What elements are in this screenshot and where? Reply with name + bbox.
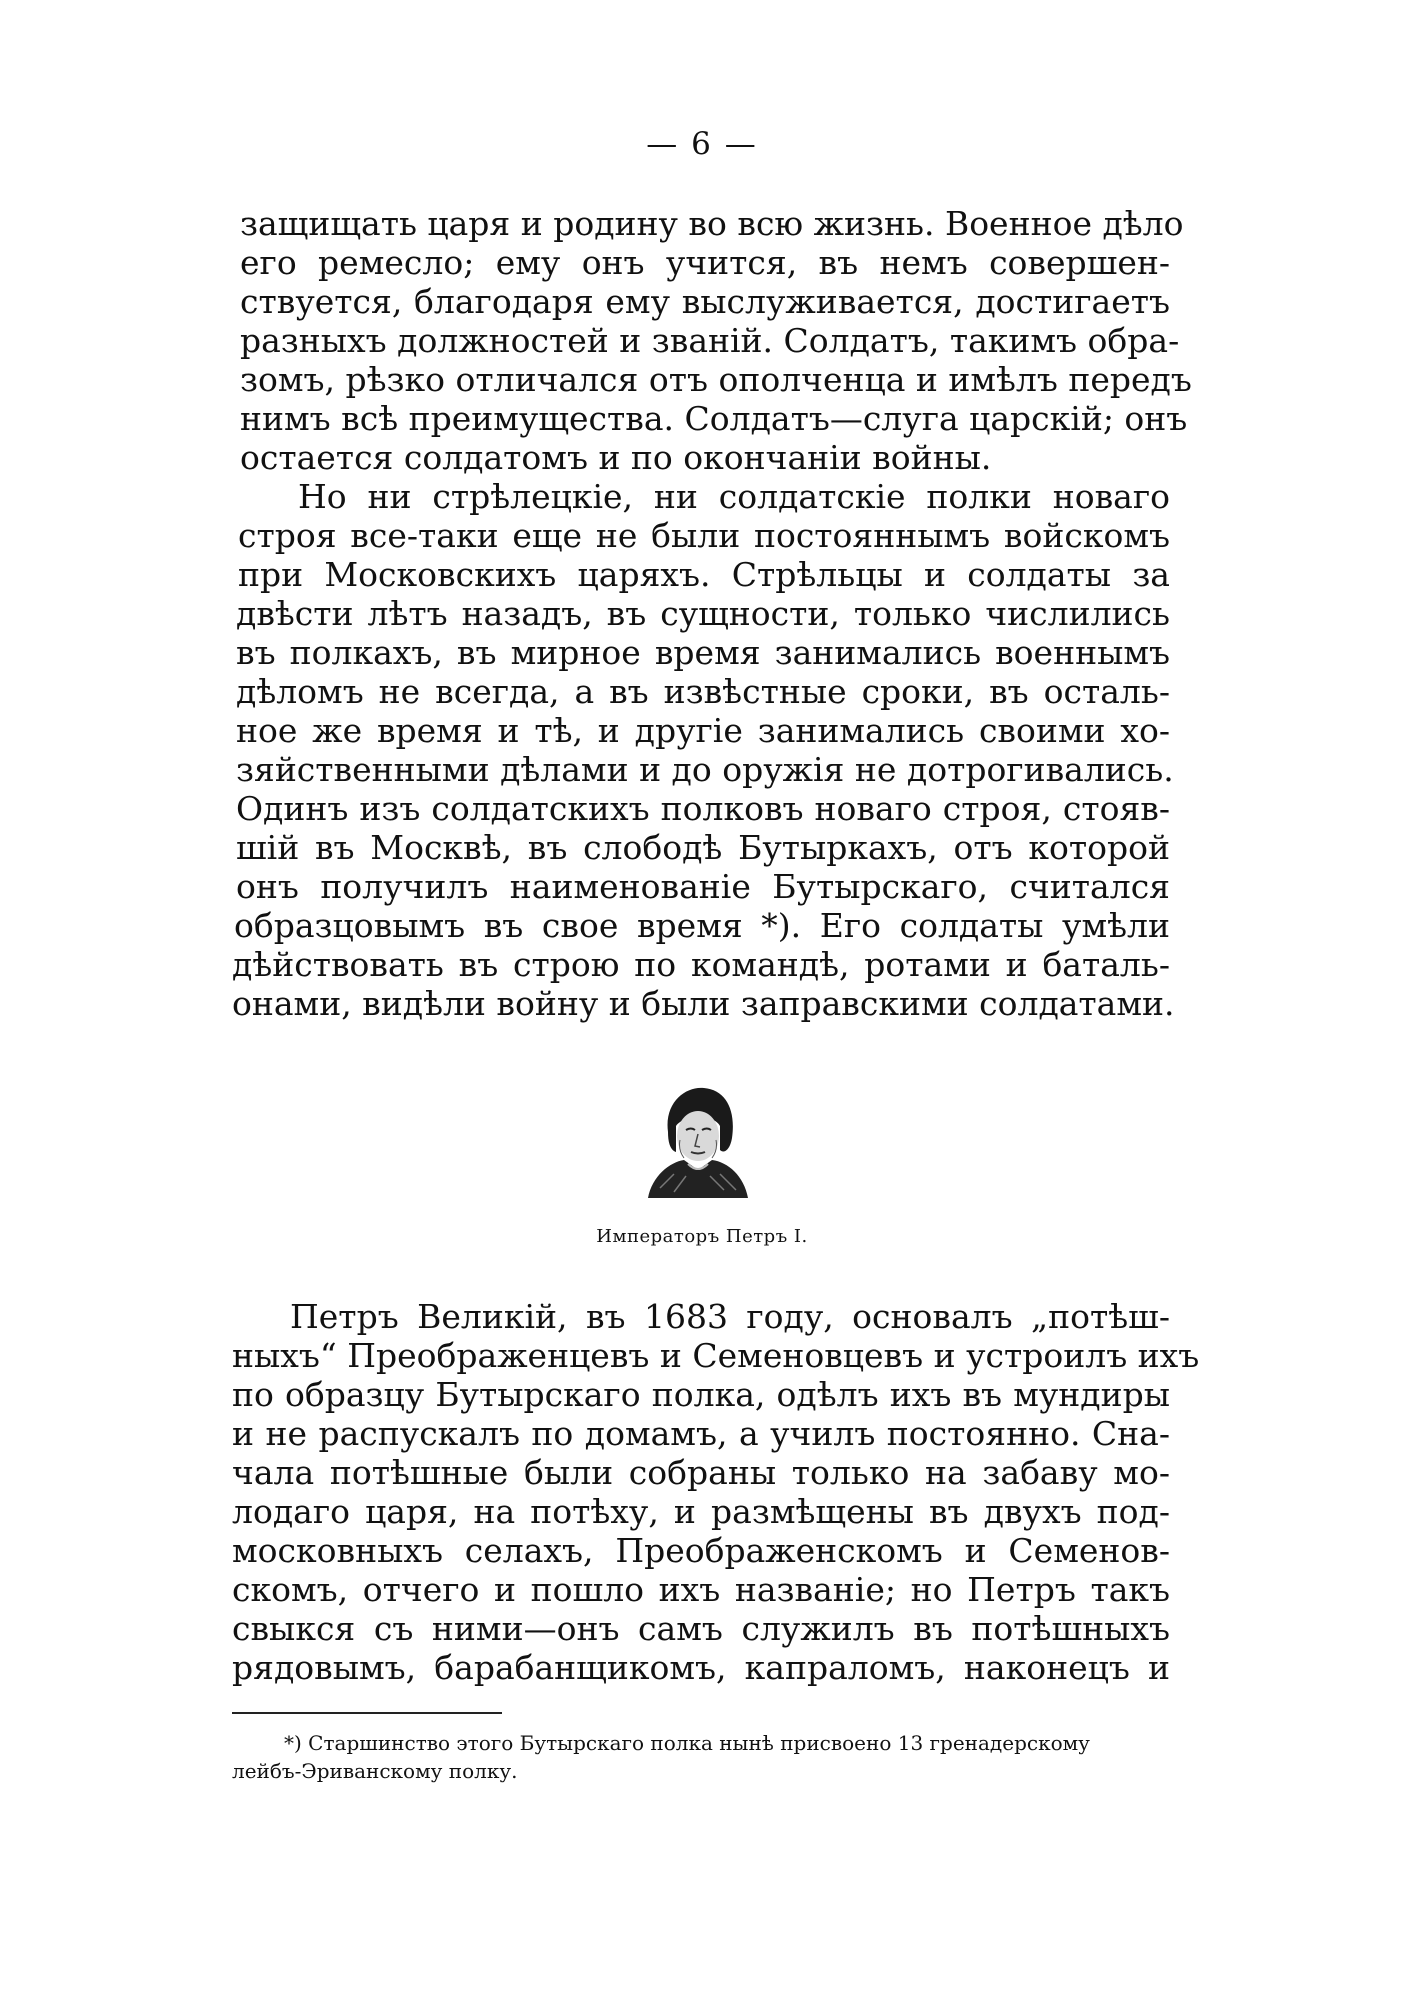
portrait-engraving-icon: [640, 1080, 756, 1200]
text-line: дѣломъ не всегда, а въ извѣстные сроки, въ осталь-: [236, 672, 1170, 711]
text-line: разныхъ должностей и званій. Солдатъ, такимъ обра-: [240, 321, 1180, 360]
text-line: Одинъ изъ солдатскихъ полковъ новаго строя, стояв-: [236, 789, 1170, 828]
text-line: рядовымъ, барабанщикомъ, капраломъ, наконецъ и: [232, 1648, 1170, 1687]
text-line: скомъ, отчего и пошло ихъ названіе; но Петръ такъ: [232, 1570, 1170, 1609]
text-line: ствуется, благодаря ему выслуживается, достигаетъ: [240, 282, 1170, 321]
text-line: онъ получилъ наименованіе Бутырскаго, считался: [236, 867, 1170, 906]
text-line: двѣсти лѣтъ назадъ, въ сущности, только числились: [236, 594, 1170, 633]
text-line: зяйственными дѣлами и до оружія не дотрогивались.: [236, 750, 1174, 789]
figure-caption: Императоръ Петръ I.: [596, 1226, 808, 1247]
text-line: при Московскихъ царяхъ. Стрѣльцы и солдаты за: [238, 555, 1170, 594]
text-line: дѣйствовать въ строю по командѣ, ротами и баталь-: [232, 945, 1170, 984]
text-line: и не распускалъ по домамъ, а училъ постоянно. Сна-: [232, 1414, 1170, 1453]
text-line: Но ни стрѣлецкіе, ни солдатскіе полки новаго: [298, 477, 1170, 516]
text-line: лодаго царя, на потѣху, и размѣщены въ двухъ под-: [232, 1492, 1170, 1531]
text-line: Петръ Великій, въ 1683 году, основалъ „потѣш-: [290, 1297, 1170, 1336]
text-line: строя все-таки еще не были постояннымъ войскомъ: [238, 516, 1170, 555]
footnote-divider: [232, 1712, 502, 1714]
page-number: — 6 —: [646, 126, 758, 162]
portrait-image: [640, 1080, 756, 1200]
text-line: московныхъ селахъ, Преображенскомъ и Семенов-: [232, 1531, 1170, 1570]
text-line: ное же время и тѣ, и другіе занимались своими хо-: [236, 711, 1170, 750]
text-line: онами, видѣли войну и были заправскими солдатами.: [232, 984, 1175, 1023]
text-line: шій въ Москвѣ, въ слободѣ Бутыркахъ, отъ которой: [236, 828, 1170, 867]
text-line: въ полкахъ, въ мирное время занимались военнымъ: [236, 633, 1170, 672]
text-line: чала потѣшные были собраны только на забаву мо-: [232, 1453, 1170, 1492]
text-line: защищать царя и родину во всю жизнь. Военное дѣло: [240, 204, 1184, 243]
text-line: зомъ, рѣзко отличался отъ ополченца и имѣлъ передъ: [240, 360, 1192, 399]
text-line: его ремесло; ему онъ учится, въ немъ совершен-: [240, 243, 1170, 282]
footnote-line: лейбъ-Эриванскому полку.: [232, 1759, 518, 1783]
text-line: образцовымъ въ свое время *). Его солдаты умѣли: [234, 906, 1170, 945]
text-line: нимъ всѣ преимущества. Солдатъ—слуга царскій; онъ: [240, 399, 1188, 438]
text-line: остается солдатомъ и по окончаніи войны.: [240, 438, 992, 477]
footnote-line: *) Старшинство этого Бутырскаго полка нынѣ присвоено 13 гренадерскому: [284, 1731, 1090, 1755]
text-line: по образцу Бутырскаго полка, одѣлъ ихъ въ мундиры: [232, 1375, 1170, 1414]
text-line: ныхъ“ Преображенцевъ и Семеновцевъ и устроилъ ихъ: [232, 1336, 1200, 1375]
text-line: свыкся съ ними—онъ самъ служилъ въ потѣшныхъ: [232, 1609, 1170, 1648]
